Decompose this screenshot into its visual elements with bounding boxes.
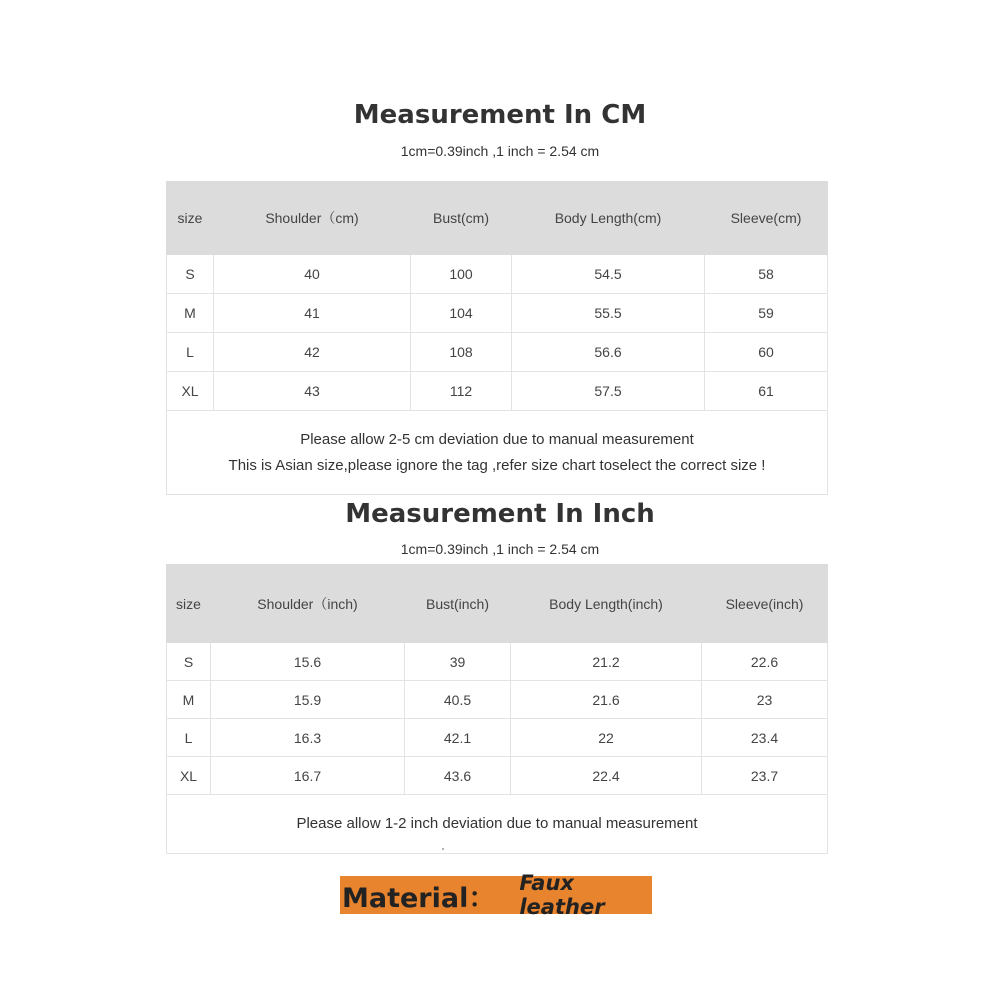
material-banner [340,871,652,919]
deviation-note [167,795,828,854]
column-header: Body Length(cm) [512,182,705,255]
column-header: size [167,565,211,643]
table-cell: XL [167,372,214,411]
table-cell: 16.7 [211,757,405,795]
column-header: size [167,182,214,255]
material-label: Material： [342,882,496,914]
cm-conversion-note: 1cm=0.39inch ,1 inch = 2.54 cm [400,143,600,159]
note-row [167,411,828,495]
table-cell: S [167,255,214,294]
inch-section-title: Measurement In Inch [345,499,655,529]
table-cell: 39 [405,643,511,681]
table-row [167,294,828,333]
table-cell: 59 [705,294,828,333]
table-cell: 15.9 [211,681,405,719]
table-cell: L [167,333,214,372]
table-cell: 23 [702,681,828,719]
table-cell: 42 [214,333,411,372]
table-cell: 41 [214,294,411,333]
column-header: Sleeve(inch) [702,565,828,643]
column-header: Body Length(inch) [511,565,702,643]
deviation-note [167,411,828,495]
table-cell: 54.5 [512,255,705,294]
table-row [167,719,828,757]
table-row [167,255,828,294]
table-cell: 61 [705,372,828,411]
table-row [167,757,828,795]
table-cell: 57.5 [512,372,705,411]
column-header: Shoulder（inch) [211,565,405,643]
note-line: This is Asian size,please ignore the tag ,refer size chart toselect the correct size ! [228,456,766,474]
column-header: Shoulder（cm) [214,182,411,255]
inch-header-row [167,565,828,643]
table-row [167,333,828,372]
table-row [167,681,828,719]
table-cell: XL [167,757,211,795]
table-cell: 16.3 [211,719,405,757]
table-cell: 42.1 [405,719,511,757]
table-cell: M [167,681,211,719]
column-header: Sleeve(cm) [705,182,828,255]
table-cell: 43.6 [405,757,511,795]
table-cell: 58 [705,255,828,294]
table-cell: 22.6 [702,643,828,681]
table-cell: L [167,719,211,757]
table-cell: 23.7 [702,757,828,795]
table-row [167,643,828,681]
table-cell: 100 [411,255,512,294]
column-header: Bust(inch) [405,565,511,643]
stray-dot [442,848,444,850]
table-cell: 21.6 [511,681,702,719]
table-cell: 22.4 [511,757,702,795]
cm-section-title: Measurement In CM [353,100,647,130]
column-header: Bust(cm) [411,182,512,255]
table-cell: M [167,294,214,333]
table-cell: 104 [411,294,512,333]
note-row [167,795,828,854]
table-cell: 112 [411,372,512,411]
table-cell: 108 [411,333,512,372]
table-cell: S [167,643,211,681]
table-cell: 40.5 [405,681,511,719]
table-cell: 56.6 [512,333,705,372]
table-cell: 22 [511,719,702,757]
table-cell: 15.6 [211,643,405,681]
inch-conversion-note: 1cm=0.39inch ,1 inch = 2.54 cm [400,541,600,557]
table-cell: 60 [705,333,828,372]
note-line: Please allow 2-5 cm deviation due to manual measurement [300,430,694,448]
cm-header-row [167,182,828,255]
material-value: Faux leather [519,871,605,919]
cm-size-table [166,181,828,495]
note-line: Please allow 1-2 inch deviation due to manual measurement [296,815,698,832]
table-cell: 40 [214,255,411,294]
table-cell: 21.2 [511,643,702,681]
table-cell: 55.5 [512,294,705,333]
inch-size-table [166,564,828,854]
table-row [167,372,828,411]
table-cell: 43 [214,372,411,411]
table-cell: 23.4 [702,719,828,757]
